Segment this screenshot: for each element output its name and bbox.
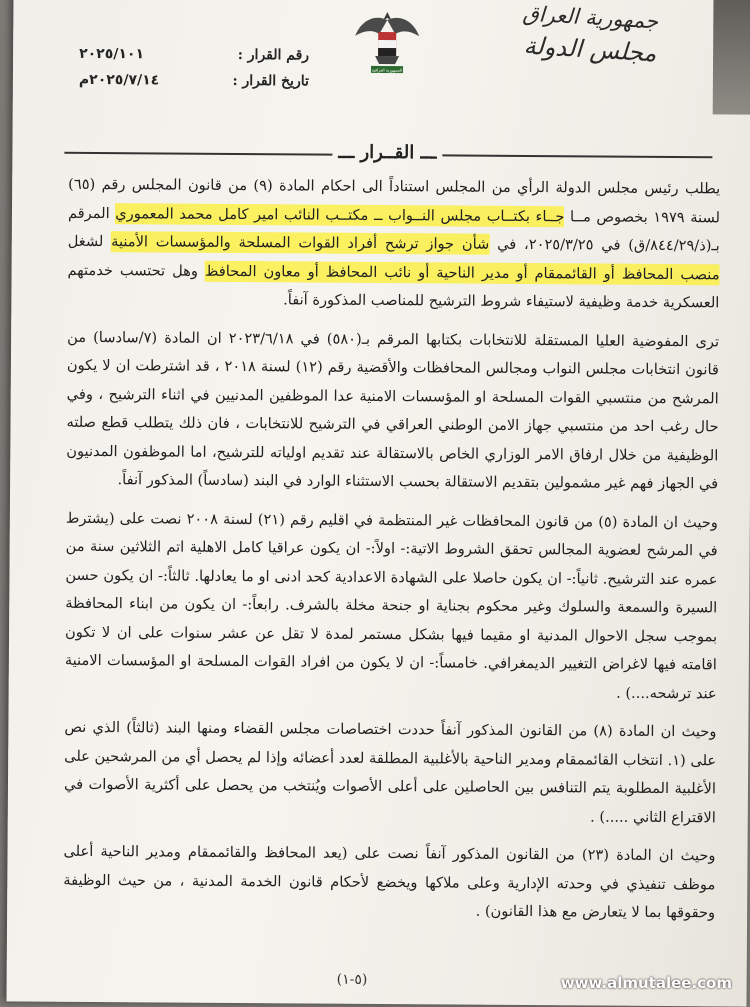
heading-rule-left xyxy=(64,152,332,156)
text-segment: العسكرية خدمة وظيفية لاستيفاء شروط الترشيح للمناصب المذكورة آنفاً. xyxy=(283,291,719,311)
highlighted-text: منصب المحافظ أو القائممقام أو مدير الناحية أو نائب المحافظ أو معاون المحافظ xyxy=(205,260,720,285)
decision-number-label: رقم القرار : xyxy=(238,47,309,63)
text-segment: يتطلب قطع صلته الوظيفية من خلال ارفاق الامر الوزاري الخاص بالاستقالة عند تقديم اولياته للترشيح، اما xyxy=(66,414,718,464)
heading-rule-right xyxy=(442,154,712,158)
text-segment: وهل تحتسب خدمتهم xyxy=(68,261,205,279)
text-segment: المرشحين على الأغلبية المطلوبة يتم التنافس بين الحاصلين على أعلى الأصوات ويُنتخب من يحصل على xyxy=(64,747,716,797)
text-segment: المذكور آنفاً. xyxy=(117,471,192,489)
decision-number-value: ٢٠٢٥/١٠١ xyxy=(79,46,144,62)
decision-title: ـــ القــرار ـــ xyxy=(332,142,442,164)
decision-heading xyxy=(64,140,712,171)
text-segment: اشترطت ان لا يكون المرشح من منتسبي القوات المسلحة او المؤسسات الامنية عدا الموظفين المدنيين في اثناء xyxy=(67,357,719,407)
highlighted-text: جــاء بكتــاب مجلس النــواب ــ مكتــب النائب امير كامل محمد المعموري xyxy=(115,203,564,227)
text-segment: المحافظة بموجب سجل الاحوال المدنية او مقيما فيها بشكل مستمر لمدة لا تقل عن عشر سنوات على ان xyxy=(65,595,717,645)
text-segment: لسنة ١٩٧٩ بخصوص مــا xyxy=(564,208,720,226)
page-number: (٥-١) xyxy=(337,972,368,988)
watermark: www.almutalee.com xyxy=(561,974,732,992)
text-segment: ترى المفوضية العليا المستقلة للانتخابات بكتابها المرقم بـ(٥٨٠) في ٢٠٢٣/٦/١٨ ان المادة xyxy=(164,329,719,350)
text-segment: لشغل xyxy=(68,233,111,250)
text-segment: وحيث ان المادة (٨) من القانون المذكور آنفاً حددت اختصاصات مجلس القضاء ومنها البند (ثالثاً) xyxy=(126,719,716,740)
paragraph-p4 xyxy=(64,714,717,833)
emblem-ribbon-text: الجمهورية العراقية xyxy=(372,67,402,72)
decision-date-label: تاريخ القرار : xyxy=(232,73,309,90)
text-segment: المرقم بـ(ذ/٨٤٤/٢٩/ق) في ٢٠٢٥/٣/٢٥، في xyxy=(68,204,720,254)
text-segment: سنة من عمره عند الترشيح. ثانياً:- ان يكون حاصلا على الشهادة الاعدادية كحد ادنى او ما يعادلها. ثالثاً:- ان xyxy=(66,538,718,588)
text-segment: الترشيح ، وفي حال رغب احد من منتسبي جهاز الامن الوطني العراقي في الترشيح للانتخابات ، فان ذلك xyxy=(67,385,719,435)
text-segment: وحيث ان المادة (٥) من قانون المحافظات غير المنتظمة في اقليم رقم (٢١) لسنة ٢٠٠٨ نصت على xyxy=(120,510,718,531)
republic-name: جمهورية العراق xyxy=(475,0,706,36)
text-segment: (٧/سادسا) من قانون انتخابات مجلس النواب ومجالس المحافظات والأقضية رقم (١٢) لسنة ٢٠١٨ ، قد xyxy=(67,328,719,378)
letterhead xyxy=(475,5,705,65)
decision-body xyxy=(63,171,720,928)
eagle-emblem-icon xyxy=(351,6,424,79)
text-segment: لا تكون اقامته فيها لاغراض التغيير الديمغرافي. خامساً:- ان لا يكون من افراد القوات المسلحة او المؤسسات xyxy=(65,623,717,673)
page-shadow xyxy=(713,0,750,115)
text-segment: يكون حسن السيرة والسمعة والسلوك وغير محكوم بجناية او جنحة مخلة بالشرف. رابعاً:- ان يكون من ابناء xyxy=(65,566,717,616)
paragraph-p1 xyxy=(67,171,720,318)
text-segment: الذي نص على (١. انتخاب القائممقام ومدير الناحية بالأغلبية المطلقة لعدد أعضائه وإذا لم يحصل أي من xyxy=(64,719,716,769)
decision-date-value: ٢٠٢٥/٧/١٤م xyxy=(79,72,159,89)
highlighted-text: شأن جواز ترشح أفراد القوات المسلحة والمؤسسات الأمنية xyxy=(111,231,489,255)
document-page xyxy=(6,0,750,1007)
text-segment: الامنية عند ترشحه....) . xyxy=(65,652,717,702)
text-segment: الموظفون المدنيون في الجهاز فهم غير مشمولين بتقديم الاستقالة بحسب الاستثناء الوارد في البند (سادساً) xyxy=(66,442,718,492)
text-segment: (يشترط في المرشح لعضوية المجالس تحقق الشروط الاتية:- اولاً:- ان يكون عراقيا كامل الاهلية اتم الثلاثين xyxy=(66,509,718,559)
text-segment: يطلب رئيس مجلس الدولة الرأي من المجلس استناداً الى احكام المادة (٩) من قانون المجلس رقم (٦٥) xyxy=(68,176,720,198)
text-segment: وحيث ان المادة (٢٣) من القانون المذكور آنفاً نصت على (يعد المحافظ والقائممقام ومدير الناحية xyxy=(100,843,715,864)
council-name: مجلس الدولة xyxy=(475,29,706,71)
paragraph-p3 xyxy=(65,504,718,708)
text-segment: أكثرية الأصوات في الاقتراع الثاني .....) . xyxy=(64,776,716,826)
paragraph-p2 xyxy=(66,323,719,499)
paragraph-p5 xyxy=(63,838,716,928)
decision-info xyxy=(79,46,309,100)
text-segment: أعلى موظف تنفيذي في وحدته الإدارية وعلى ملاكها ويخضع لأحكام قانون الخدمة المدنية ، من حيث الوظيفة xyxy=(63,843,715,893)
text-segment: وحقوقها بما لا يتعارض مع هذا القانون) . xyxy=(476,903,716,922)
